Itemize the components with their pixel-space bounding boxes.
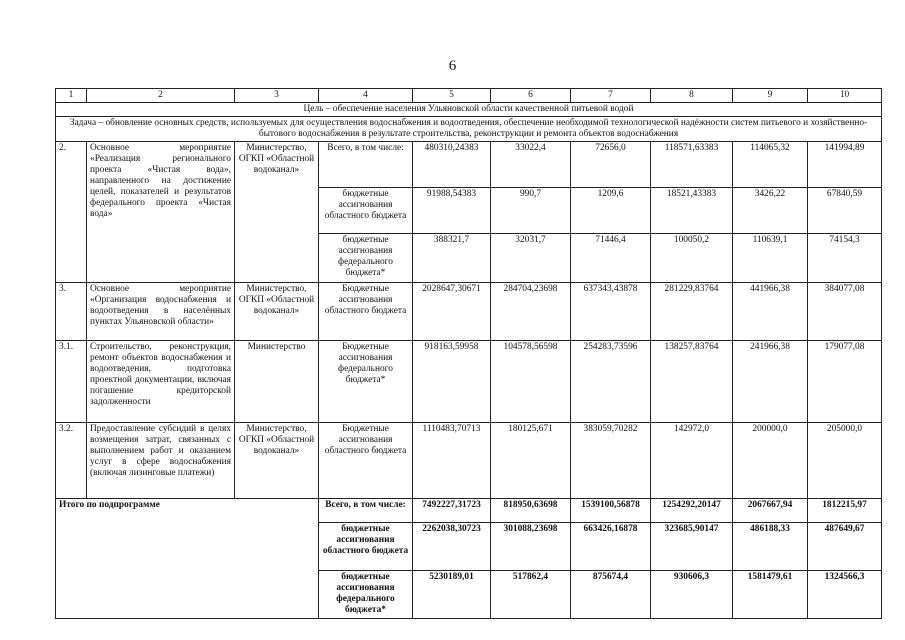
value-cell: 3426,22 bbox=[733, 188, 808, 234]
col-header-8: 8 bbox=[651, 89, 733, 103]
total-label: Итого по подпрограмме bbox=[56, 499, 319, 619]
activity-name: Основное мероприятие «Организация водоснабжения и водоотведения в населённых пунктах Ульяновской области» bbox=[87, 283, 235, 341]
value-cell: 91988,54383 bbox=[413, 188, 491, 234]
total-value-cell: 301088,23698 bbox=[491, 523, 571, 571]
total-value-cell: 323685,90147 bbox=[651, 523, 733, 571]
total-value-cell: 930606,3 bbox=[651, 571, 733, 619]
funding-source: Бюджетные ассигнования областного бюджета bbox=[319, 283, 413, 341]
total-value-cell: 663426,16878 bbox=[571, 523, 651, 571]
total-value-cell: 1254292,20147 bbox=[651, 499, 733, 523]
total-value-cell: 487649,67 bbox=[808, 523, 882, 571]
value-cell: 388321,7 bbox=[413, 234, 491, 283]
budget-table bbox=[55, 88, 882, 619]
value-cell: 441966,38 bbox=[733, 283, 808, 341]
value-cell: 179077,08 bbox=[808, 341, 882, 423]
value-cell: 104578,56598 bbox=[491, 341, 571, 423]
value-cell: 384077,08 bbox=[808, 283, 882, 341]
value-cell: 142972,0 bbox=[651, 423, 733, 499]
executor: Министерство, ОГКП «Областной водоканал» bbox=[235, 283, 319, 341]
value-cell: 918163,59958 bbox=[413, 341, 491, 423]
total-value-cell: 875674,4 bbox=[571, 571, 651, 619]
table-row bbox=[56, 341, 882, 423]
value-cell: 114065,32 bbox=[733, 142, 808, 188]
funding-source: бюджетные ассигнования федерального бюджета* bbox=[319, 234, 413, 283]
goal-row: Цель – обеспечение населения Ульяновской области качественной питьевой водой bbox=[56, 103, 882, 117]
value-cell: 110639,1 bbox=[733, 234, 808, 283]
funding-source: Бюджетные ассигнования областного бюджета bbox=[319, 423, 413, 499]
col-header-6: 6 bbox=[491, 89, 571, 103]
total-value-cell: 1324566,3 bbox=[808, 571, 882, 619]
total-value-cell: 2067667,94 bbox=[733, 499, 808, 523]
value-cell: 205000,0 bbox=[808, 423, 882, 499]
executor: Министерство bbox=[235, 341, 319, 423]
task-row: Задача – обновление основных средств, используемых для осуществления водоснабжения и водоотведения, обеспечение необходимой технологической надёжности систем питьевого и хозяйственно-бытового водоснабжения в результате строительства, реконструкции и ремонта объектов водоснабжения bbox=[56, 117, 882, 142]
row-number: 3. bbox=[56, 283, 87, 341]
col-header-2: 2 bbox=[87, 89, 235, 103]
value-cell: 480310,24383 bbox=[413, 142, 491, 188]
total-value-cell: 1581479,61 bbox=[733, 571, 808, 619]
funding-source: бюджетные ассигнования областного бюджета bbox=[319, 188, 413, 234]
total-value-cell: 818950,63698 bbox=[491, 499, 571, 523]
funding-source: бюджетные ассигнования областного бюджета bbox=[319, 523, 413, 571]
col-header-7: 7 bbox=[571, 89, 651, 103]
table-row bbox=[56, 142, 882, 188]
column-header-row bbox=[56, 89, 882, 103]
funding-source: Бюджетные ассигнования федерального бюджета* bbox=[319, 341, 413, 423]
value-cell: 18521,43383 bbox=[651, 188, 733, 234]
table-row bbox=[56, 283, 882, 341]
page-number: 6 bbox=[448, 58, 457, 74]
executor: Министерство, ОГКП «Областной водоканал» bbox=[235, 142, 319, 283]
value-cell: 637343,43878 bbox=[571, 283, 651, 341]
activity-name: Строительство, реконструкция, ремонт объектов водоснабжения и водоотведения, подготовка проектной документации, включая погашение кредиторской задолженности bbox=[87, 341, 235, 423]
executor: Министерство, ОГКП «Областной водоканал» bbox=[235, 423, 319, 499]
table-row bbox=[56, 423, 882, 499]
value-cell: 180125,671 bbox=[491, 423, 571, 499]
value-cell: 100050,2 bbox=[651, 234, 733, 283]
col-header-5: 5 bbox=[413, 89, 491, 103]
col-header-3: 3 bbox=[235, 89, 319, 103]
value-cell: 284704,23698 bbox=[491, 283, 571, 341]
col-header-10: 10 bbox=[808, 89, 882, 103]
activity-name: Основное мероприятие «Реализация регионального проекта «Чистая вода», направленного на достижение целей, показателей и результатов федерального проекта «Чистая вода» bbox=[87, 142, 235, 283]
value-cell: 72656,0 bbox=[571, 142, 651, 188]
value-cell: 2028647,30671 bbox=[413, 283, 491, 341]
value-cell: 200000,0 bbox=[733, 423, 808, 499]
total-value-cell: 7492227,31723 bbox=[413, 499, 491, 523]
value-cell: 241966,38 bbox=[733, 341, 808, 423]
col-header-1: 1 bbox=[56, 89, 87, 103]
value-cell: 990,7 bbox=[491, 188, 571, 234]
value-cell: 32031,7 bbox=[491, 234, 571, 283]
value-cell: 138257,83764 bbox=[651, 341, 733, 423]
funding-source: Всего, в том числе: bbox=[319, 499, 413, 523]
value-cell: 67840,59 bbox=[808, 188, 882, 234]
activity-name: Предоставление субсидий в целях возмещения затрат, связанных с выполнением работ и оказанием услуг в сфере водоснабжения (включая лизинговые платежи) bbox=[87, 423, 235, 499]
value-cell: 33022,4 bbox=[491, 142, 571, 188]
row-number: 2. bbox=[56, 142, 87, 283]
row-number: 3.1. bbox=[56, 341, 87, 423]
value-cell: 74154,3 bbox=[808, 234, 882, 283]
total-value-cell: 517862,4 bbox=[491, 571, 571, 619]
row-number: 3.2. bbox=[56, 423, 87, 499]
col-header-9: 9 bbox=[733, 89, 808, 103]
total-value-cell: 486188,33 bbox=[733, 523, 808, 571]
funding-source: Всего, в том числе: bbox=[319, 142, 413, 188]
value-cell: 71446,4 bbox=[571, 234, 651, 283]
funding-source: бюджетные ассигнования федерального бюджета* bbox=[319, 571, 413, 619]
value-cell: 383059,70282 bbox=[571, 423, 651, 499]
total-value-cell: 1539100,56878 bbox=[571, 499, 651, 523]
value-cell: 254283,73596 bbox=[571, 341, 651, 423]
value-cell: 118571,63383 bbox=[651, 142, 733, 188]
value-cell: 1110483,70713 bbox=[413, 423, 491, 499]
total-value-cell: 1812215,97 bbox=[808, 499, 882, 523]
value-cell: 281229,83764 bbox=[651, 283, 733, 341]
total-value-cell: 5230189,01 bbox=[413, 571, 491, 619]
col-header-4: 4 bbox=[319, 89, 413, 103]
value-cell: 1209,6 bbox=[571, 188, 651, 234]
total-value-cell: 2262038,30723 bbox=[413, 523, 491, 571]
value-cell: 141994,89 bbox=[808, 142, 882, 188]
total-row bbox=[56, 499, 882, 523]
